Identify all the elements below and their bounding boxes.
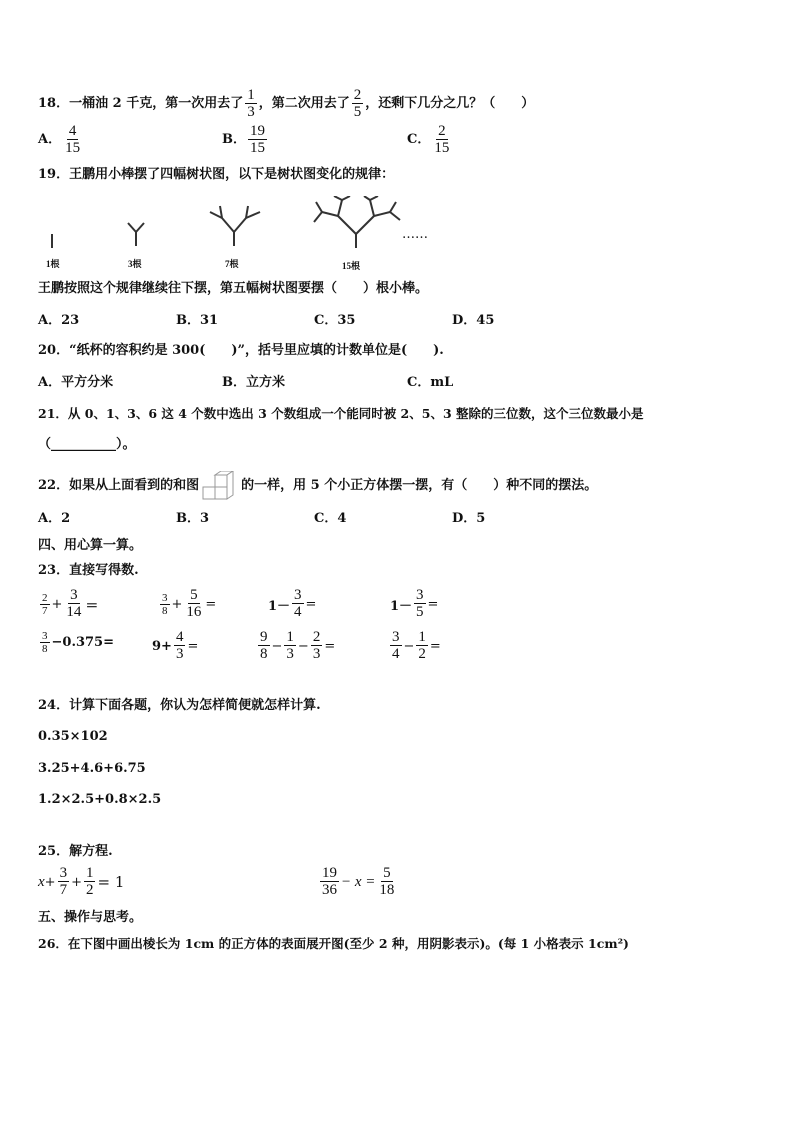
q22-option-d: D．5 <box>452 511 486 526</box>
q21-line1: 21．从 0、1、3、6 这 4 个数中选出 3 个数组成一个能同时被 2、5、3 整除的三位数，这个三位数最小是 <box>38 406 644 421</box>
section5-heading: 五、操作与思考。 <box>38 910 143 925</box>
q24-item-3: 1.2×2.5+0.8×2.5 <box>38 792 162 807</box>
tree4-label: 15根 <box>342 261 361 271</box>
q18-option-c: C． $\frac{2}{15}$ <box>407 123 450 156</box>
q25-title: 25．解方程. <box>38 844 113 859</box>
q18-stem <box>38 88 534 120</box>
q20-option-a: A．平方分米 <box>38 375 114 390</box>
q22-option-c: C．4 <box>314 511 347 526</box>
q18-suffix: ，还剩下几分之几？（ ） <box>365 96 535 111</box>
q25-equation-2: $\frac{19}{36}$ − x = $\frac{5}{18}$ <box>322 865 395 898</box>
q22-option-b: B．3 <box>176 511 210 526</box>
q22-stem <box>38 471 597 501</box>
q21-line2: （__________）。 <box>38 437 136 452</box>
q22-prefix: 22．如果从上面看到的和图 <box>38 478 200 493</box>
q20-stem: 20．“纸杯的容积约是 300( )”，括号里应填的计数单位是( ). <box>38 343 444 358</box>
q18-frac2: $\frac{2}{5}$ <box>353 87 362 120</box>
tree1-label: 1根 <box>46 259 60 269</box>
tree3-label: 7根 <box>225 259 239 269</box>
q19-stem: 19．王鹏用小棒摆了四幅树状图，以下是树状图变化的规律： <box>38 167 395 182</box>
q18-option-a: A． $\frac{4}{15}$ <box>38 123 81 156</box>
q19-question: 王鹏按照这个规律继续往下摆，第五幅树状图要摆（ ）根小棒。 <box>38 281 429 296</box>
q24-item-1: 0.35×102 <box>38 729 108 744</box>
q19-option-a: A．23 <box>38 313 80 328</box>
q19-option-c: C．35 <box>314 313 356 328</box>
q18-option-b: B． $\frac{19}{15}$ <box>222 123 265 156</box>
top-view-cubes-icon <box>201 471 239 501</box>
q23-title: 23．直接写得数. <box>38 563 139 578</box>
q23-r1-c: 1－ $\frac{3}{4}$ = <box>268 587 317 620</box>
q23-r2-b: 9+ $\frac{4}{3}$ = <box>152 629 199 662</box>
q20-option-b: B．立方米 <box>222 375 285 390</box>
q23-r1-b: $\frac{3}{8}$ + $\frac{5}{16}$ = <box>162 587 217 620</box>
q22-suffix: 的一样，用 5 个小正方体摆一摆，有（ ）种不同的摆法。 <box>241 478 598 493</box>
q19-option-b: B．31 <box>176 313 219 328</box>
q23-r1-d: 1－ $\frac{3}{5}$ = <box>390 587 439 620</box>
q19-ellipsis: …… <box>402 227 428 242</box>
q18-mid: ，第二次用去了 <box>258 96 350 111</box>
q22-option-a: A．2 <box>38 511 71 526</box>
q23-r2-c: $\frac{9}{8}$ − $\frac{1}{3}$ − $\frac{2}{3}$ = <box>260 629 336 662</box>
q23-r2-d: $\frac{3}{4}$ − $\frac{1}{2}$ = <box>392 629 441 662</box>
q19-option-d: D．45 <box>452 313 495 328</box>
section4-heading: 四、用心算一算。 <box>38 538 143 553</box>
q26-stem: 26．在下图中画出棱长为 1cm 的正方体的表面展开图(至少 2 种，用阴影表示)。(每 1 小格表示 1cm²) <box>38 936 629 951</box>
q18-frac1: $\frac{1}{3}$ <box>247 87 255 120</box>
q18-prefix: 18．一桶油 2 千克，第一次用去了 <box>38 96 244 111</box>
q24-title: 24．计算下面各题，你认为怎样简便就怎样计算. <box>38 698 321 713</box>
q20-option-c: C．mL <box>407 375 454 390</box>
q23-r2-a: $\frac{3}{8}$ −0.375= <box>42 630 114 655</box>
q25-equation-1: x + $\frac{3}{7}$ + $\frac{1}{2}$ = 1 <box>38 865 125 898</box>
tree2-label: 3根 <box>128 259 142 269</box>
q24-item-2: 3.25+4.6+6.75 <box>38 761 146 776</box>
q23-r1-a: $\frac{2}{7}$ + $\frac{3}{14}$ ＝ <box>42 587 99 620</box>
